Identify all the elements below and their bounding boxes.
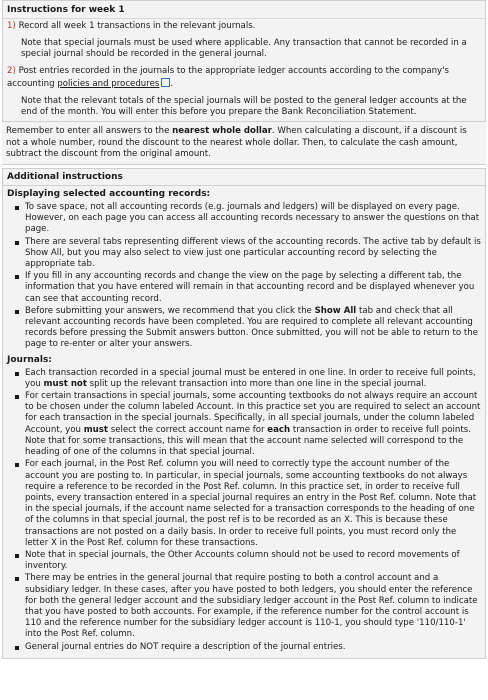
step-1-number: 1) [7,21,16,31]
step-2-period: . [170,78,174,89]
list-item: There are several tabs representing different views of the accounting records. The active tab by default is Show All, but you may also select to view just one particular accounting record by selecting the appropriate tab. [25,236,481,270]
item-text-b: tab and check that all relevant accounting records have been completed. You are required to complete all relevant accounting records before pressing the Submit answers button. Once submitted, you will not be able to return to the page to re-enter or alter your answers. [25,305,478,350]
journals-heading: Journals: [7,354,52,365]
item-text-a: Before submitting your answers, we recommend that you click the [25,305,315,316]
list-item: Note that in special journals, the Other Accounts column should not be used to record movements of inventory. [25,550,481,572]
item-text-a: For certain transactions in special journals, some accounting textbooks do not always require an account to be chosen under the column labeled Account. In this practice set you are required to select an account for each transaction in the special journals. Specifically, in all special journals, under the column labeled Account, you [25,391,481,435]
item-bold: must not [43,378,87,389]
step-2-number: 2) [7,65,16,76]
displaying-records-list [3,202,485,351]
step-2 [3,64,485,122]
reminder-bold: nearest whole dollar [172,126,272,137]
step-1 [3,19,485,64]
external-link-icon[interactable] [161,78,170,87]
step-1-note: Note that special journals must be used where applicable. Any transaction that cannot be recorded in a special journal should be recorded in the general journal. [21,38,467,60]
list-item [25,306,481,351]
item-text-b: select the correct account name for [107,424,268,435]
reminder-text-a: Remember to enter all answers to the [6,126,173,137]
item-text-c: transaction in order to receive full points. Note that for some transactions, this will mean that the account name selected will correspond to the heading of one of the columns in that special journal. [25,424,471,458]
list-item: If you fill in any accounting records and change the view on the page by selecting a different tab, the information that you have entered will remain in that accounting record and be displayed whenever you can see that accounting record. [25,271,481,305]
step-2-note: Note that the relevant totals of the special journals will be posted to the general ledger accounts at the end of the month. You will enter this before you prepare the Bank Reconciliation Statement. [21,96,467,118]
item-text-a: Each transaction recorded in a special journal must be entered in one line. In order to receive full points, you [25,367,476,389]
additional-instructions-panel [2,186,486,659]
item-text-b: split up the relevant transaction into more than one line in the special journal. [86,378,427,389]
list-item: General journal entries do NOT require a description of the journal entries. [25,642,481,653]
additional-instructions-heading: Additional instructions [2,168,486,186]
displaying-records-heading: Displaying selected accounting records: [7,189,211,200]
reminder-text-b: . When calculating a discount, if a discount is not a whole number, round the discount to the nearest whole dollar. Then, to calculate the cash amount, subtract the discount from the original amount. [6,126,467,159]
list-item: There may be entries in the general journal that require posting to both a control account and a subsidiary ledger. In these cases, after you have posted to both ledgers, you should enter the reference for both the general ledger account and the subsidiary ledger account in the Post Ref. column to indicate that you have posted to both accounts. For example, if the reference number for the control account is 110 and the reference number for the subsidiary ledger account is 110-1, you should type '110/110-1' into the Post Ref. column. [25,573,481,640]
item-bold: must [83,424,108,435]
list-item [25,368,481,390]
item-bold-2: each [267,424,291,435]
list-item: To save space, not all accounting records (e.g. journals and ledgers) will be displayed on every page. However, on each page you can access all accounting records necessary to answer the questions on that page. [25,202,480,235]
item-bold: Show All [314,305,357,316]
journals-list [3,368,485,653]
step-2-text: Post entries recorded in the journals to the appropriate ledger accounts according to the company's accounting [7,65,449,89]
week-instructions-panel [2,0,486,122]
policies-and-procedures-link[interactable]: policies and procedures [57,78,160,89]
list-item: For each journal, in the Post Ref. column you will need to correctly type the account number of the account you are posting to. In particular, in special journals, some accounting textbooks do not always require a reference to be recorded in the Post Ref. column. In this practice set, in order to receive full points, every transaction entered in a special journal requires an entry in the Post Ref. column. Note that in the special journals, if the account name selected for a transaction corresponds to the heading of one of the columns in that special journal, the post ref is to be recorded as an X. This is because these transactions are not posted on a daily basis. In order to receive full points, you must record only the letter X in the Post Ref. column for these transactions. [25,459,481,549]
step-1-text: Record all week 1 transactions in the relevant journals. [18,21,256,31]
list-item [25,391,481,458]
week-title: Instructions for week 1 [3,1,485,19]
rounding-reminder [2,122,486,165]
